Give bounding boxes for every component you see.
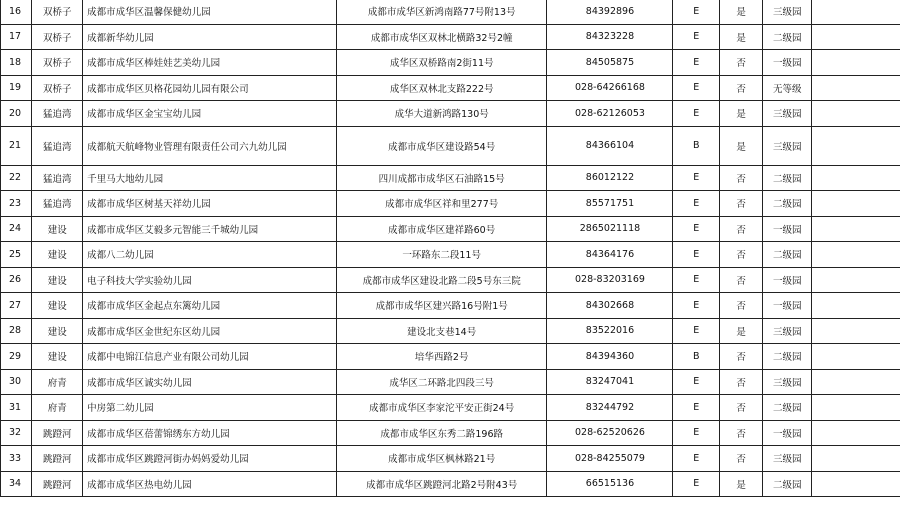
cell-street: 双桥子 <box>32 50 83 76</box>
cell-empty <box>812 165 900 191</box>
cell-address: 成都市成华区建祥路60号 <box>336 216 547 242</box>
table-row <box>1 216 900 242</box>
cell-street: 建设 <box>32 242 83 268</box>
cell-address: 一环路东二段11号 <box>336 242 547 268</box>
cell-kindergarten-name: 成都市成华区树基天祥幼儿园 <box>83 191 337 217</box>
cell-inclusive: 否 <box>720 446 763 472</box>
cell-level: 二级园 <box>763 191 812 217</box>
cell-category: E <box>673 446 720 472</box>
cell-number: 17 <box>1 24 32 50</box>
table-row <box>1 369 900 395</box>
table-row <box>1 420 900 446</box>
cell-phone: 85571751 <box>547 191 673 217</box>
table-row <box>1 318 900 344</box>
cell-kindergarten-name: 成都市成华区金起点东篱幼儿园 <box>83 293 337 319</box>
cell-empty <box>812 50 900 76</box>
cell-kindergarten-name: 成都市成华区跳蹬河街办妈妈爱幼儿园 <box>83 446 337 472</box>
cell-level: 一级园 <box>763 420 812 446</box>
cell-inclusive: 是 <box>720 126 763 165</box>
cell-level: 三级园 <box>763 318 812 344</box>
cell-category: E <box>673 318 720 344</box>
cell-kindergarten-name: 成都市成华区温馨保健幼儿园 <box>83 0 337 24</box>
cell-number: 22 <box>1 165 32 191</box>
cell-number: 23 <box>1 191 32 217</box>
cell-inclusive: 否 <box>720 395 763 421</box>
cell-phone: 84366104 <box>547 126 673 165</box>
table-row <box>1 24 900 50</box>
cell-kindergarten-name: 中房第二幼儿园 <box>83 395 337 421</box>
cell-number: 24 <box>1 216 32 242</box>
cell-kindergarten-name: 成都市成华区热电幼儿园 <box>83 471 337 497</box>
cell-inclusive: 否 <box>720 242 763 268</box>
cell-address: 成华区二环路北四段三号 <box>336 369 547 395</box>
cell-empty <box>812 0 900 24</box>
cell-category: B <box>673 344 720 370</box>
cell-level: 一级园 <box>763 293 812 319</box>
cell-empty <box>812 242 900 268</box>
cell-inclusive: 否 <box>720 267 763 293</box>
cell-empty <box>812 420 900 446</box>
cell-inclusive: 否 <box>720 75 763 101</box>
cell-empty <box>812 369 900 395</box>
cell-empty <box>812 446 900 472</box>
table-row <box>1 50 900 76</box>
cell-kindergarten-name: 成都市成华区棒娃娃艺美幼儿园 <box>83 50 337 76</box>
cell-level: 二级园 <box>763 395 812 421</box>
cell-level: 二级园 <box>763 242 812 268</box>
cell-empty <box>812 126 900 165</box>
cell-phone: 2865021118 <box>547 216 673 242</box>
cell-address: 成都市成华区跳蹬河北路2号附43号 <box>336 471 547 497</box>
cell-category: E <box>673 395 720 421</box>
cell-empty <box>812 24 900 50</box>
cell-phone: 84323228 <box>547 24 673 50</box>
cell-address: 成都市成华区建设路54号 <box>336 126 547 165</box>
cell-phone: 028-62520626 <box>547 420 673 446</box>
cell-category: E <box>673 420 720 446</box>
cell-street: 建设 <box>32 267 83 293</box>
cell-empty <box>812 344 900 370</box>
table-row <box>1 0 900 24</box>
table-row <box>1 126 900 165</box>
cell-address: 成都市成华区新鸿南路77号附13号 <box>336 0 547 24</box>
cell-number: 30 <box>1 369 32 395</box>
cell-empty <box>812 191 900 217</box>
table-row <box>1 395 900 421</box>
cell-number: 21 <box>1 126 32 165</box>
cell-kindergarten-name: 电子科技大学实验幼儿园 <box>83 267 337 293</box>
cell-street: 双桥子 <box>32 0 83 24</box>
cell-category: E <box>673 0 720 24</box>
cell-number: 31 <box>1 395 32 421</box>
cell-kindergarten-name: 成都市成华区艾毅多元智能三千城幼儿园 <box>83 216 337 242</box>
cell-level: 二级园 <box>763 165 812 191</box>
table-row <box>1 165 900 191</box>
cell-level: 三级园 <box>763 369 812 395</box>
cell-phone: 84302668 <box>547 293 673 319</box>
cell-inclusive: 否 <box>720 344 763 370</box>
cell-inclusive: 是 <box>720 0 763 24</box>
table-row <box>1 191 900 217</box>
cell-inclusive: 否 <box>720 165 763 191</box>
cell-number: 20 <box>1 101 32 127</box>
cell-level: 三级园 <box>763 101 812 127</box>
cell-street: 府青 <box>32 395 83 421</box>
table-row <box>1 101 900 127</box>
cell-street: 建设 <box>32 318 83 344</box>
cell-number: 34 <box>1 471 32 497</box>
cell-category: E <box>673 471 720 497</box>
cell-number: 16 <box>1 0 32 24</box>
cell-category: E <box>673 267 720 293</box>
cell-number: 27 <box>1 293 32 319</box>
cell-address: 成都市成华区双林北横路32号2幢 <box>336 24 547 50</box>
cell-street: 猛追湾 <box>32 165 83 191</box>
cell-kindergarten-name: 成都市成华区金世纪东区幼儿园 <box>83 318 337 344</box>
cell-empty <box>812 293 900 319</box>
cell-kindergarten-name: 成都八二幼儿园 <box>83 242 337 268</box>
cell-kindergarten-name: 成都新华幼儿园 <box>83 24 337 50</box>
cell-level: 三级园 <box>763 0 812 24</box>
cell-inclusive: 否 <box>720 369 763 395</box>
cell-address: 成都市成华区祥和里277号 <box>336 191 547 217</box>
cell-street: 双桥子 <box>32 24 83 50</box>
cell-phone: 83247041 <box>547 369 673 395</box>
cell-category: E <box>673 369 720 395</box>
cell-empty <box>812 267 900 293</box>
cell-street: 建设 <box>32 216 83 242</box>
cell-inclusive: 是 <box>720 318 763 344</box>
cell-street: 双桥子 <box>32 75 83 101</box>
cell-address: 成都市成华区东秀二路196路 <box>336 420 547 446</box>
cell-inclusive: 是 <box>720 471 763 497</box>
cell-street: 跳蹬河 <box>32 471 83 497</box>
cell-street: 猛追湾 <box>32 101 83 127</box>
cell-kindergarten-name: 成都市成华区蓓蕾锦绣东方幼儿园 <box>83 420 337 446</box>
cell-level: 一级园 <box>763 50 812 76</box>
cell-street: 建设 <box>32 293 83 319</box>
cell-category: E <box>673 191 720 217</box>
cell-street: 建设 <box>32 344 83 370</box>
cell-address: 成都市成华区李家沱平安正街24号 <box>336 395 547 421</box>
cell-category: E <box>673 293 720 319</box>
cell-address: 成华区双桥路南2街11号 <box>336 50 547 76</box>
cell-address: 成都市成华区枫林路21号 <box>336 446 547 472</box>
cell-phone: 83244792 <box>547 395 673 421</box>
table-row <box>1 471 900 497</box>
cell-number: 18 <box>1 50 32 76</box>
cell-number: 28 <box>1 318 32 344</box>
cell-level: 一级园 <box>763 267 812 293</box>
cell-phone: 83522016 <box>547 318 673 344</box>
cell-street: 跳蹬河 <box>32 420 83 446</box>
cell-number: 26 <box>1 267 32 293</box>
cell-kindergarten-name: 成都航天航峰物业管理有限责任公司六九幼儿园 <box>83 126 337 165</box>
cell-kindergarten-name: 千里马大地幼儿园 <box>83 165 337 191</box>
cell-number: 33 <box>1 446 32 472</box>
cell-phone: 84364176 <box>547 242 673 268</box>
cell-inclusive: 否 <box>720 191 763 217</box>
cell-empty <box>812 395 900 421</box>
cell-kindergarten-name: 成都市成华区诚实幼儿园 <box>83 369 337 395</box>
cell-category: E <box>673 242 720 268</box>
cell-street: 猛追湾 <box>32 191 83 217</box>
cell-address: 成华区双林北支路222号 <box>336 75 547 101</box>
cell-phone: 028-64266168 <box>547 75 673 101</box>
table-row <box>1 293 900 319</box>
table-row <box>1 267 900 293</box>
cell-address: 培华西路2号 <box>336 344 547 370</box>
cell-empty <box>812 216 900 242</box>
cell-level: 二级园 <box>763 24 812 50</box>
cell-street: 猛追湾 <box>32 126 83 165</box>
table-row <box>1 446 900 472</box>
cell-phone: 84505875 <box>547 50 673 76</box>
cell-level: 三级园 <box>763 446 812 472</box>
cell-inclusive: 否 <box>720 50 763 76</box>
cell-inclusive: 否 <box>720 216 763 242</box>
cell-phone: 028-84255079 <box>547 446 673 472</box>
cell-number: 25 <box>1 242 32 268</box>
cell-empty <box>812 471 900 497</box>
cell-inclusive: 否 <box>720 420 763 446</box>
cell-level: 无等级 <box>763 75 812 101</box>
cell-phone: 84394360 <box>547 344 673 370</box>
table-row <box>1 344 900 370</box>
cell-level: 一级园 <box>763 216 812 242</box>
cell-address: 建设北支巷14号 <box>336 318 547 344</box>
cell-phone: 028-83203169 <box>547 267 673 293</box>
cell-address: 四川成都市成华区石油路15号 <box>336 165 547 191</box>
cell-phone: 86012122 <box>547 165 673 191</box>
cell-empty <box>812 75 900 101</box>
cell-number: 29 <box>1 344 32 370</box>
cell-category: E <box>673 216 720 242</box>
cell-category: E <box>673 75 720 101</box>
cell-category: E <box>673 165 720 191</box>
cell-kindergarten-name: 成都市成华区金宝宝幼儿园 <box>83 101 337 127</box>
cell-address: 成都市成华区建兴路16号附1号 <box>336 293 547 319</box>
cell-inclusive: 是 <box>720 101 763 127</box>
cell-address: 成都市成华区建设北路二段5号东三院 <box>336 267 547 293</box>
table-body <box>1 0 900 497</box>
cell-empty <box>812 101 900 127</box>
table-row <box>1 75 900 101</box>
cell-inclusive: 否 <box>720 293 763 319</box>
cell-category: E <box>673 101 720 127</box>
cell-level: 二级园 <box>763 344 812 370</box>
cell-phone: 028-62126053 <box>547 101 673 127</box>
table-row <box>1 242 900 268</box>
cell-number: 19 <box>1 75 32 101</box>
cell-level: 二级园 <box>763 471 812 497</box>
cell-phone: 84392896 <box>547 0 673 24</box>
cell-street: 跳蹬河 <box>32 446 83 472</box>
cell-category: E <box>673 50 720 76</box>
cell-category: B <box>673 126 720 165</box>
cell-level: 三级园 <box>763 126 812 165</box>
cell-kindergarten-name: 成都中电锦江信息产业有限公司幼儿园 <box>83 344 337 370</box>
cell-number: 32 <box>1 420 32 446</box>
cell-address: 成华大道新鸿路130号 <box>336 101 547 127</box>
cell-category: E <box>673 24 720 50</box>
cell-street: 府青 <box>32 369 83 395</box>
cell-empty <box>812 318 900 344</box>
cell-inclusive: 是 <box>720 24 763 50</box>
cell-phone: 66515136 <box>547 471 673 497</box>
cell-kindergarten-name: 成都市成华区贝格花园幼儿园有限公司 <box>83 75 337 101</box>
